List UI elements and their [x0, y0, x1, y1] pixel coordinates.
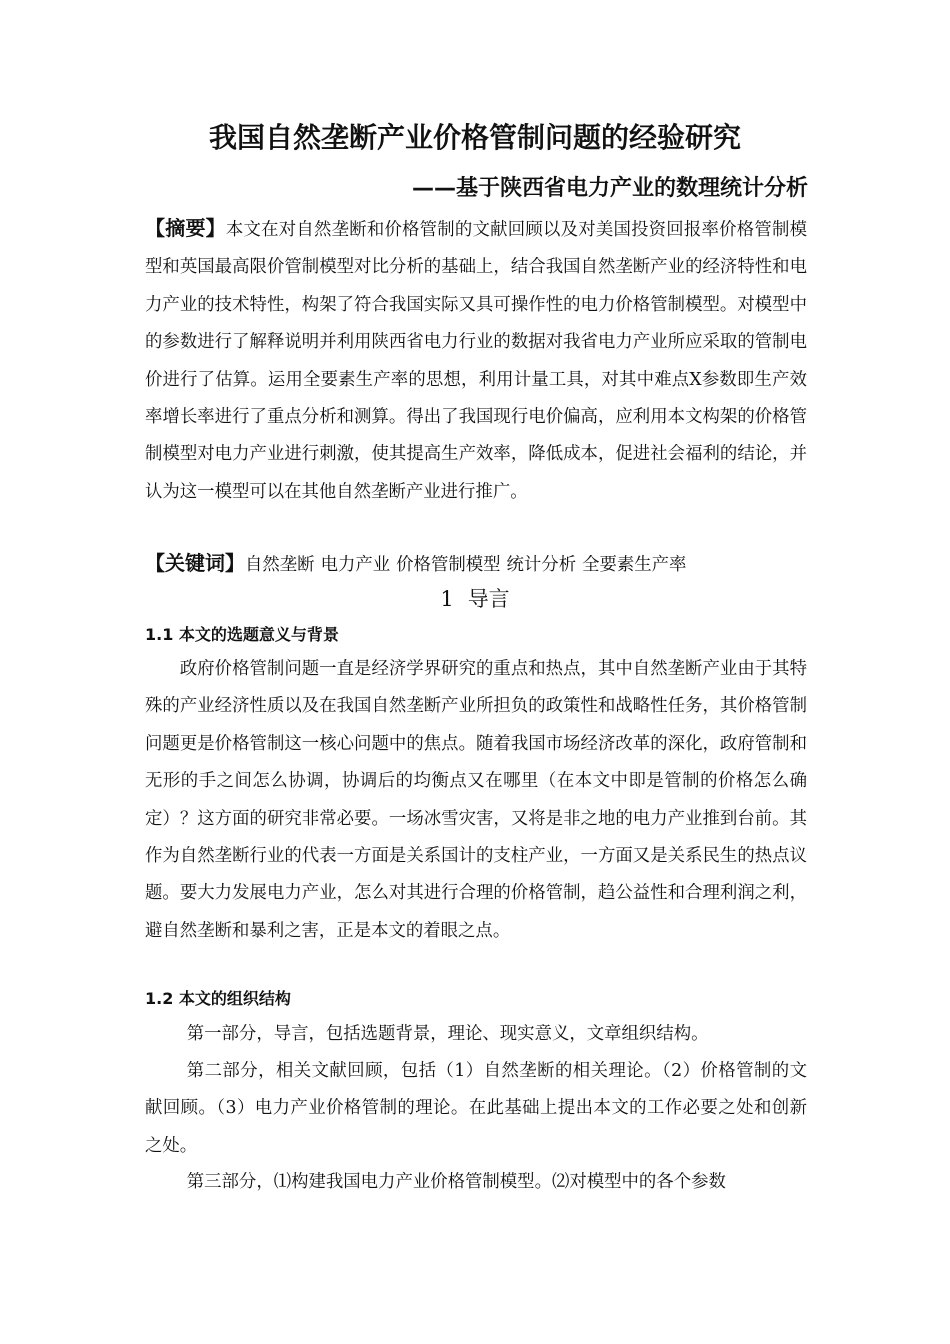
paragraph-part-one: 第一部分，导言，包括选题背景，理论、现实意义，文章组织结构。 — [186, 1024, 709, 1044]
subsection-heading-1-2: 1.2 本文的组织结构 — [145, 989, 291, 1008]
section-heading — [0, 582, 950, 616]
keywords — [145, 546, 692, 582]
keyword: 电力产业 — [320, 555, 391, 575]
keyword: 统计分析 — [506, 555, 577, 575]
keyword: 自然垄断 — [245, 555, 315, 575]
paper-title: 我国自然垄断产业价格管制问题的经验研究 — [208, 121, 741, 154]
paragraph-part-two: 第二部分，相关文献回顾，包括（1）自然垄断的相关理论。（2）价格管制的文献回顾。（3）电力产业价格管制的理论。在此基础上提出本文的工作必要之处和创新之处。 — [145, 1061, 807, 1156]
abstract-label: 【摘要】 — [145, 216, 226, 240]
keyword: 价格管制模型 — [396, 555, 501, 575]
section-title: 导言 — [467, 587, 510, 611]
abstract-text: 本文在对自然垄断和价格管制的文献回顾以及对美国投资回报率价格管制模型和英国最高限价管制模型对比分析的基础上，结合我国自然垄断产业的经济特性和电力产业的技术特性，构架了符合我国实际又具可操作性的电力价格管制模型。对模型中的参数进行了解释说明并利用陕西省电力行业的数据对我省电力产业所应采取的管制电价进行了估算。运用全要素生产率的思想，利用计量工具，对其中难点X参数即生产效率增长率进行了重点分析和测算。得出了我国现行电价偏高，应利用本文构架的价格管制模型对电力产业进行刺激，使其提高生产效率，降低成本，促进社会福利的结论，并认为这一模型可以在其他自然垄断产业进行推广。 — [145, 220, 807, 502]
abstract — [145, 210, 807, 511]
keyword: 全要素生产率 — [582, 555, 687, 575]
paper-subtitle: ——基于陕西省电力产业的数理统计分析 — [411, 176, 808, 201]
section-number: 1 — [440, 587, 454, 611]
paragraph-background: 政府价格管制问题一直是经济学界研究的重点和热点，其中自然垄断产业由于其特殊的产业经济性质以及在我国自然垄断产业所担负的政策性和战略性任务，其价格管制问题更是价格管制这一核心问题中的焦点。随着我国市场经济改革的深化，政府管制和无形的手之间怎么协调，协调后的均衡点又在哪里（在本文中即是管制的价格怎么确定）？这方面的研究非常必要。一场冰雪灾害，又将是非之地的电力产业推到台前。其作为自然垄断行业的代表一方面是关系国计的支柱产业，一方面又是关系民生的热点议题。要大力发展电力产业，怎么对其进行合理的价格管制，趋公益性和合理利润之利，避自然垄断和暴利之害，正是本文的着眼之点。 — [145, 659, 807, 941]
keywords-label: 【关键词】 — [145, 551, 245, 575]
paragraph-part-three: 第三部分，⑴构建我国电力产业价格管制模型。⑵对模型中的各个参数 — [186, 1172, 726, 1192]
subsection-heading-1-1: 1.1 本文的选题意义与背景 — [145, 625, 339, 644]
